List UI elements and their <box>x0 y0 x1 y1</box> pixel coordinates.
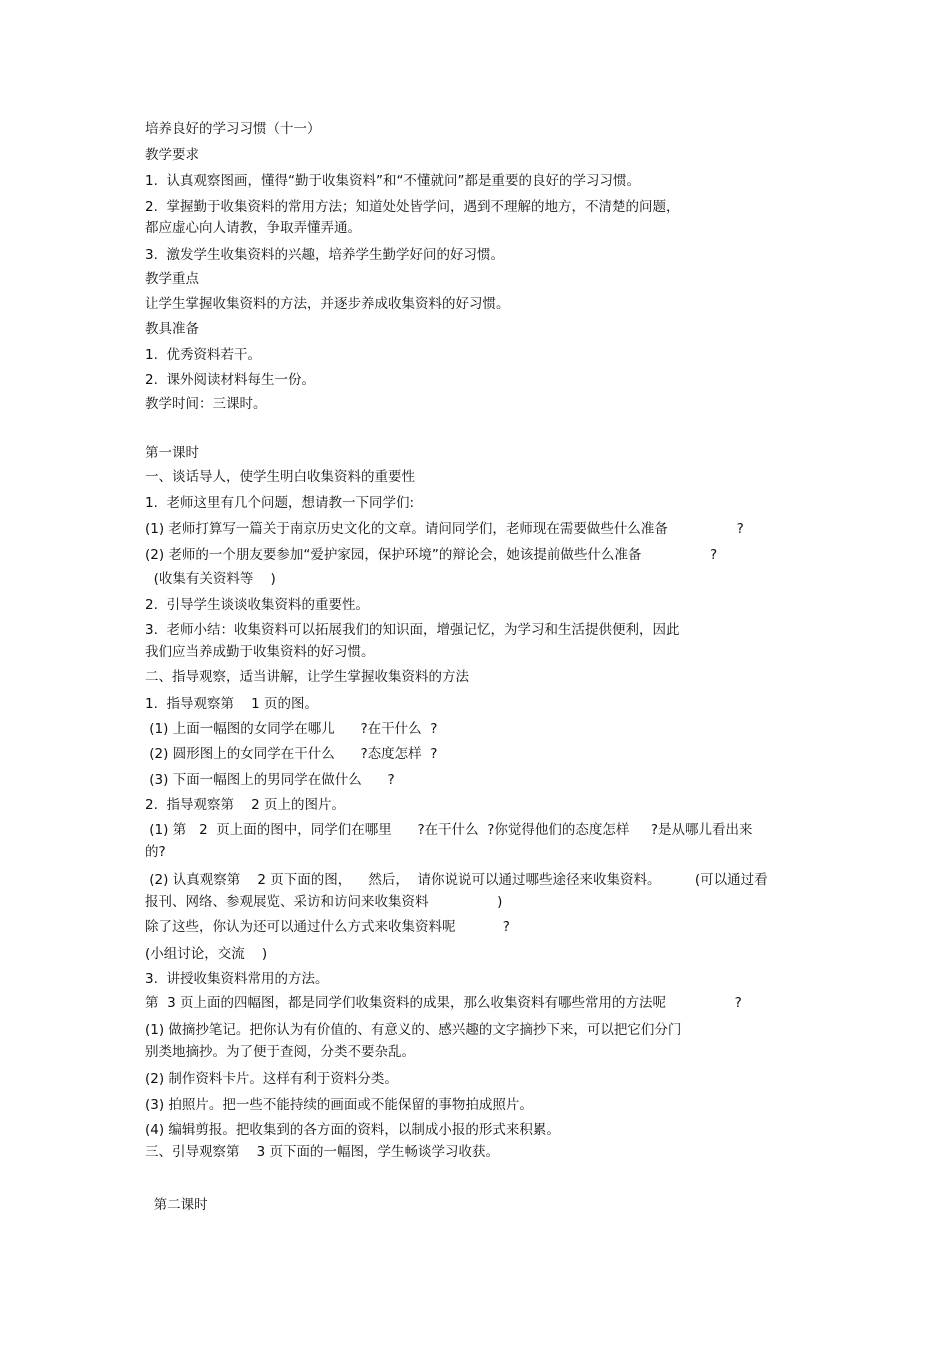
text-line: 1. 指导观察第 1 页的图。 <box>145 696 319 712</box>
text-line: 2. 引导学生谈谈收集资料的重要性。 <box>145 597 369 613</box>
text-line: (2) 老师的一个朋友要参加“爱护家园，保护环境”的辩论会，她该提前做些什么准备 ? <box>145 547 718 563</box>
text-line: 教学时间：三课时。 <box>145 396 267 412</box>
text-line: (4) 编辑剪报。把收集到的各方面的资料，以制成小报的形式来积累。 <box>145 1122 560 1138</box>
text-line: 的? <box>145 844 166 860</box>
text-line: 2. 课外阅读材料每生一份。 <box>145 372 315 388</box>
text-line: (1) 上面一幅图的女同学在哪儿 ?在干什么 ? <box>145 721 438 737</box>
text-line: 别类地摘抄。为了便于查阅，分类不要杂乱。 <box>145 1044 415 1060</box>
text-line: 我们应当养成勤于收集资料的好习惯。 <box>145 644 375 660</box>
text-line: 1. 认真观察图画，懂得“勤于收集资料”和“不懂就问”都是重要的良好的学习习惯。 <box>145 173 640 189</box>
text-line: (1) 做摘抄笔记。把你认为有价值的、有意义的、感兴趣的文字摘抄下来，可以把它们分门 <box>145 1022 682 1038</box>
section-heading: 二、指导观察，适当讲解，让学生掌握收集资料的方法 <box>145 669 469 685</box>
text-line: 3. 讲授收集资料常用的方法。 <box>145 971 329 987</box>
text-line: 2. 指导观察第 2 页上的图片。 <box>145 797 346 813</box>
text-line: (2) 制作资料卡片。这样有利于资料分类。 <box>145 1071 398 1087</box>
text-line: 第 3 页上面的四幅图，都是同学们收集资料的成果，那么收集资料有哪些常用的方法呢 ? <box>145 995 742 1011</box>
text-line: (1) 第 2 页上面的图中，同学们在哪里 ?在干什么 ?你觉得他们的态度怎样 ?是从哪儿看出来 <box>145 822 753 838</box>
text-line: 都应虚心向人请教，争取弄懂弄通。 <box>145 220 361 236</box>
text-line: 报刊、网络、参观展览、采访和访问来收集资料 ) <box>145 894 503 910</box>
text-line: 2. 掌握勤于收集资料的常用方法；知道处处皆学问，遇到不理解的地方，不清楚的问题， <box>145 199 680 215</box>
text-line: 除了这些，你认为还可以通过什么方式来收集资料呢 ? <box>145 919 510 935</box>
text-line: (3) 下面一幅图上的男同学在做什么 ? <box>145 772 395 788</box>
text-line: (1) 老师打算写一篇关于南京历史文化的文章。请问同学们，老师现在需要做些什么准备 ? <box>145 521 744 537</box>
section-heading: 一、谈话导人，使学生明白收集资料的重要性 <box>145 469 415 485</box>
section-heading: 教学要求 <box>145 147 199 163</box>
text-line: (3) 拍照片。把一些不能持续的画面或不能保留的事物拍成照片。 <box>145 1097 533 1113</box>
lesson-heading: 第一课时 <box>145 445 199 461</box>
text-line: (2) 圆形图上的女同学在干什么 ?态度怎样 ? <box>145 746 438 762</box>
section-heading: 教具准备 <box>145 321 199 337</box>
section-heading: 教学重点 <box>145 271 199 287</box>
document-title: 培养良好的学习习惯（十一） <box>145 121 321 137</box>
text-line: 1. 老师这里有几个问题，想请教一下同学们: <box>145 495 415 511</box>
section-heading: 三、引导观察第 3 页下面的一幅图，学生畅谈学习收获。 <box>145 1144 500 1160</box>
text-line: (2) 认真观察第 2 页下面的图， 然后， 请你说说可以通过哪些途径来收集资料。 (可以通过看 <box>145 872 768 888</box>
text-line: (小组讨论，交流 ) <box>145 946 268 962</box>
lesson-heading: 第二课时 <box>145 1197 208 1213</box>
text-line: 3. 老师小结：收集资料可以拓展我们的知识面，增强记忆，为学习和生活提供便利，因此 <box>145 622 680 638</box>
text-line: 3. 激发学生收集资料的兴趣，培养学生勤学好问的好习惯。 <box>145 247 504 263</box>
text-line: 1. 优秀资料若干。 <box>145 347 261 363</box>
text-line: (收集有关资料等 ) <box>145 571 276 587</box>
text-line: 让学生掌握收集资料的方法，并逐步养成收集资料的好习惯。 <box>145 296 510 312</box>
